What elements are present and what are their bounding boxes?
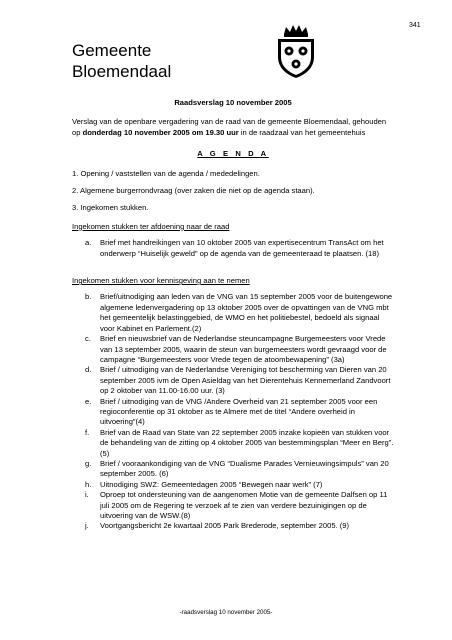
list-item <box>72 334 394 365</box>
list-text: Brief met handreikingen van 10 oktober 2005 van expertisecentrum TransAct om het onderwerp “Huiselijk geweld” op de agenda van de gemeenteraad te plaatsen. (18) <box>100 238 384 258</box>
municipal-coat-of-arms-icon <box>274 24 318 80</box>
list-letter: d. <box>85 365 92 375</box>
list-text: Oproep tot ondersteuning van de aangenomen Motie van de gemeente Dalfsen op 11 juli 2005 om de Regering te verzoek af te zien van verdere bezuinigingen op de uitvoering van de WSW.(8) <box>100 490 388 520</box>
agenda-item-3: 3. Ingekomen stukken. <box>72 203 149 213</box>
list-letter: c. <box>85 334 91 344</box>
afdoening-list <box>72 238 394 259</box>
list-letter: h. <box>85 479 92 489</box>
list-text: Brief / uitnodiging van de Nederlandse Vereniging tot bescherming van Dieren van 20 september 2005 ivm de Open Asieldag van het Dierentehuis Kennemerland Zandvoort op 2 oktober van 11.00-16.00 uur. (3) <box>100 365 391 396</box>
municipality-name-line-2: Bloemendaal <box>72 62 172 81</box>
list-item <box>72 459 394 480</box>
page-number: 341 <box>409 22 421 29</box>
report-body <box>72 98 394 532</box>
section-heading-afdoening: Ingekomen stukken ter afdoening naar de raad <box>72 221 230 231</box>
page-footer: -raadsverslag 10 november 2005- <box>179 609 273 616</box>
meeting-datetime: donderdag 10 november 2005 om 19.30 uur <box>82 127 239 137</box>
intro-paragraph <box>72 117 394 138</box>
agenda-item-1: 1. Opening / vaststellen van de agenda / mededelingen. <box>72 168 260 178</box>
list-text: Brief/uitnodiging aan leden van de VNG van 15 september 2005 voor de buitengewone algemene ledenvergadering op 13 oktober 2005 over de opvattingen van de VNG mbt het gemeentelijk belastinggebied, de WMO en het politiebestel, bedoeld als signaal voor Kabinet en Parlement.(2) <box>100 292 393 333</box>
list-letter: j. <box>85 521 89 531</box>
list-item <box>72 428 394 459</box>
list-item <box>72 490 394 521</box>
list-item <box>72 521 394 531</box>
intro-text-1: Verslag van de openbare vergadering van de raad van de gemeente Bloemendaal, gehouden op <box>72 117 387 137</box>
agenda-heading: A G E N D A <box>197 149 269 159</box>
list-item <box>72 292 394 334</box>
list-letter: e. <box>85 396 92 406</box>
kennisgeving-list <box>72 292 394 531</box>
list-letter: a. <box>85 238 92 248</box>
list-text: Uitnodiging SWZ: Gemeentedagen 2005 “Bewegen naar werk” (7) <box>100 479 323 489</box>
list-item <box>72 480 394 490</box>
report-title: Raadsverslag 10 november 2005 <box>174 98 292 107</box>
list-letter: b. <box>85 292 92 302</box>
section-heading-kennisgeving: Ingekomen stukken voor kennisgeving aan te nemen <box>72 276 250 286</box>
agenda-item-2: 2. Algemene burgerrondvraag (over zaken die niet op de agenda staan). <box>72 186 315 196</box>
municipality-name-line-1: Gemeente <box>72 41 152 60</box>
list-letter: g. <box>85 458 92 468</box>
list-item <box>72 238 394 259</box>
list-text: Brief en nieuwsbrief van de Nederlandse steuncampagne Burgemeesters voor Vrede van 13 september 2005, waarin de steun van burgemeesters wordt gevraagd voor de campagne “Burgemeesters voor Vrede tegen de atoombewapening” (3a) <box>100 334 387 364</box>
municipality-name <box>72 40 171 82</box>
list-text: Brief van de Raad van State van 22 september 2005 inzake kopieën van stukken voor de behandeling van de zitting op 4 oktober 2005 van bestemmingsplan “Meer en Berg”. (5) <box>100 427 394 458</box>
list-item <box>72 397 394 428</box>
list-text: Brief / uitnodiging van de VNG /Andere Overheid van 21 september 2005 voor een regioconferentie op 31 oktober as te Almere met de titel “Andere overheid in uitvoering”(4) <box>100 396 378 427</box>
list-letter: i. <box>85 490 89 500</box>
intro-text-2: in de raadzaal van het gemeentehuis <box>238 127 366 137</box>
list-text: Brief / vooraankondiging van de VNG “Dualisme Parades Vernieuwingsimpuls” van 20 september 2005. (6) <box>100 458 389 479</box>
list-item <box>72 365 394 396</box>
list-letter: f. <box>85 427 90 437</box>
list-text: Voortgangsbericht 2e kwartaal 2005 Park Brederode, september 2005. (9) <box>100 521 350 531</box>
